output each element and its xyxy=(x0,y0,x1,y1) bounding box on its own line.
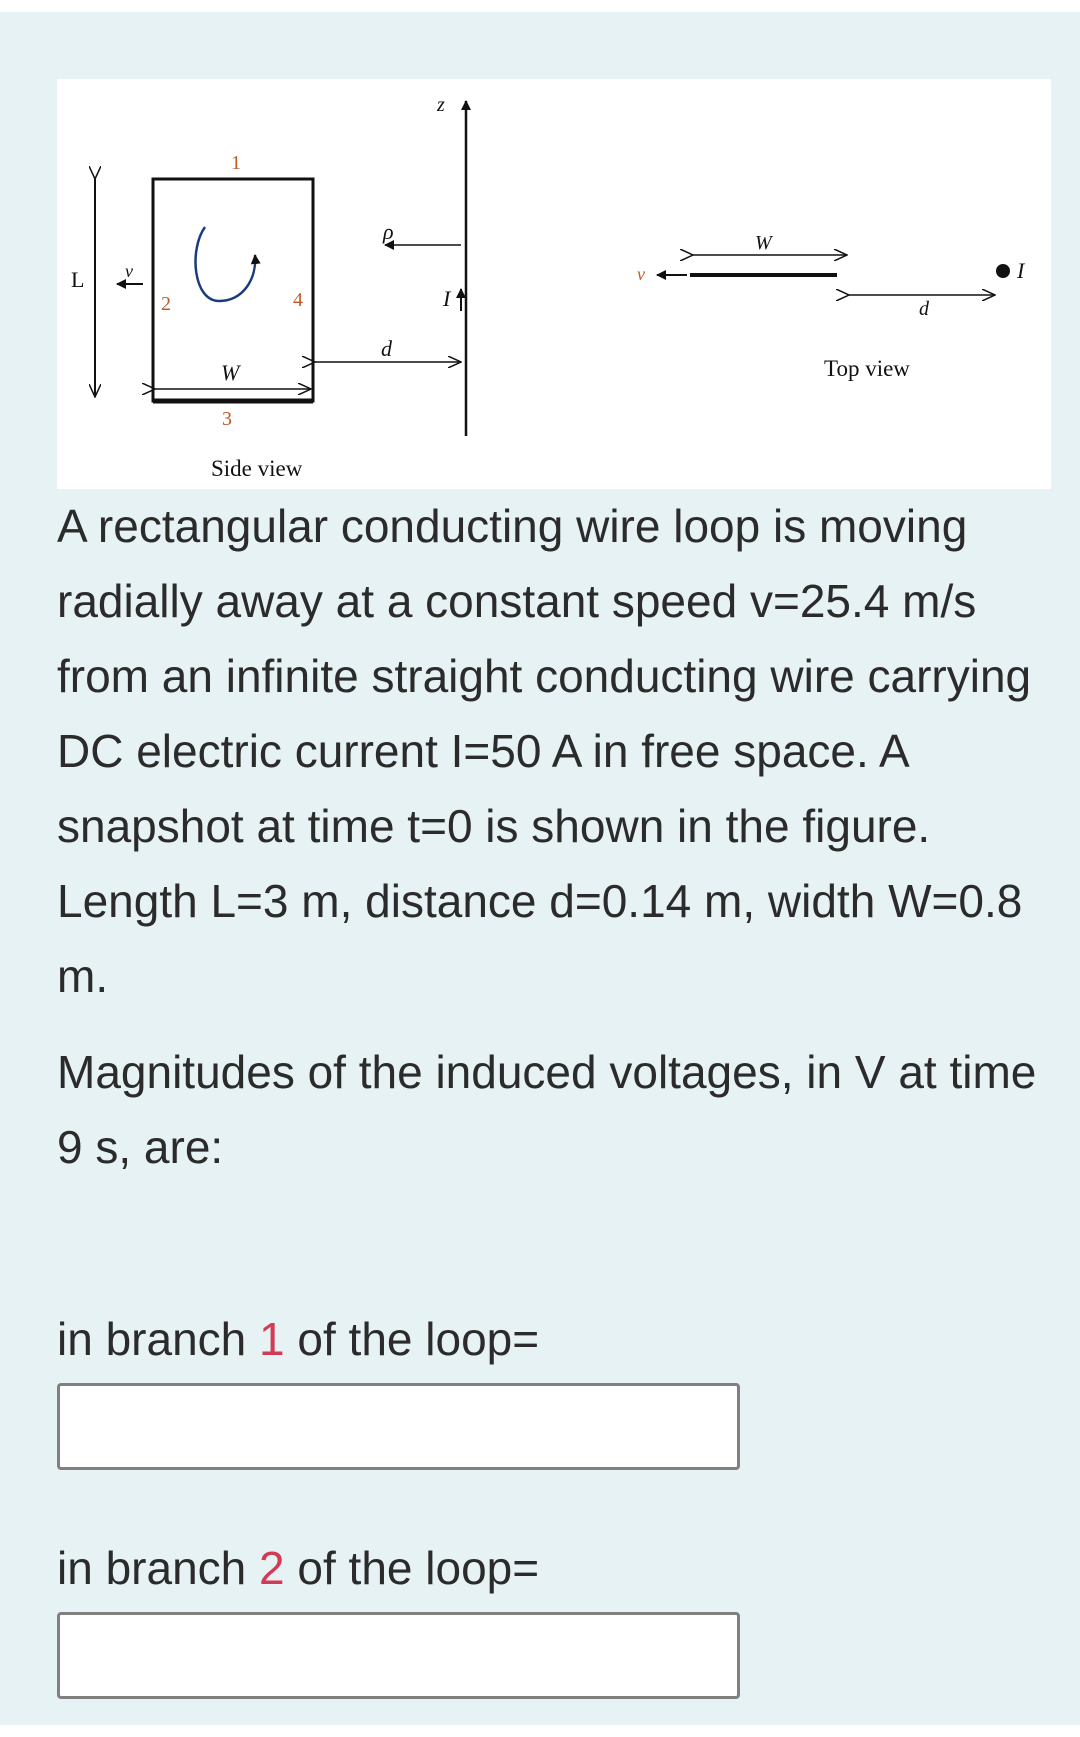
label-branch-4: 4 xyxy=(293,289,303,311)
label-top-I: I xyxy=(1017,258,1025,283)
label-z: z xyxy=(437,94,445,116)
label-top-v: v xyxy=(637,264,645,284)
label-side-W: W xyxy=(221,360,240,385)
label-branch-3: 3 xyxy=(222,408,232,430)
branch-number: 2 xyxy=(259,1542,285,1594)
label-top-W: W xyxy=(755,232,772,254)
figure-drawing xyxy=(57,79,1051,489)
problem-figure xyxy=(57,79,1051,489)
label-side-d: d xyxy=(381,336,392,361)
question-prompt: Magnitudes of the induced voltages, in V at time 9 s, are: xyxy=(57,1046,1037,1173)
label-side-I: I xyxy=(443,286,451,311)
answer-1-input[interactable] xyxy=(57,1383,740,1470)
label-L: L xyxy=(71,267,85,292)
answer-1-label: in branch 1 of the loop= xyxy=(57,1313,540,1365)
label-branch-2: 2 xyxy=(161,293,171,315)
branch-number: 1 xyxy=(259,1313,285,1365)
circulation-arrow xyxy=(196,227,256,301)
label-branch-1: 1 xyxy=(231,152,241,174)
top-view-caption: Top view xyxy=(824,356,910,381)
answer-2-input[interactable] xyxy=(57,1612,740,1699)
answer-2-label: in branch 2 of the loop= xyxy=(57,1542,540,1594)
question-text: A rectangular conducting wire loop is moving radially away at a constant speed v=25.4 m/s from an infinite straight conducting wire carrying DC electric current I=50 A in free space. A snapshot at time t=0 is shown in the figure. Length L=3 m, distance d=0.14 m, width W=0.8 m. xyxy=(57,500,1032,1002)
label-side-v: v xyxy=(125,261,133,281)
label-rho: ρ xyxy=(383,219,394,244)
side-view-caption: Side view xyxy=(211,456,303,481)
wire-cross-section xyxy=(996,264,1010,278)
label-top-d: d xyxy=(919,298,929,320)
